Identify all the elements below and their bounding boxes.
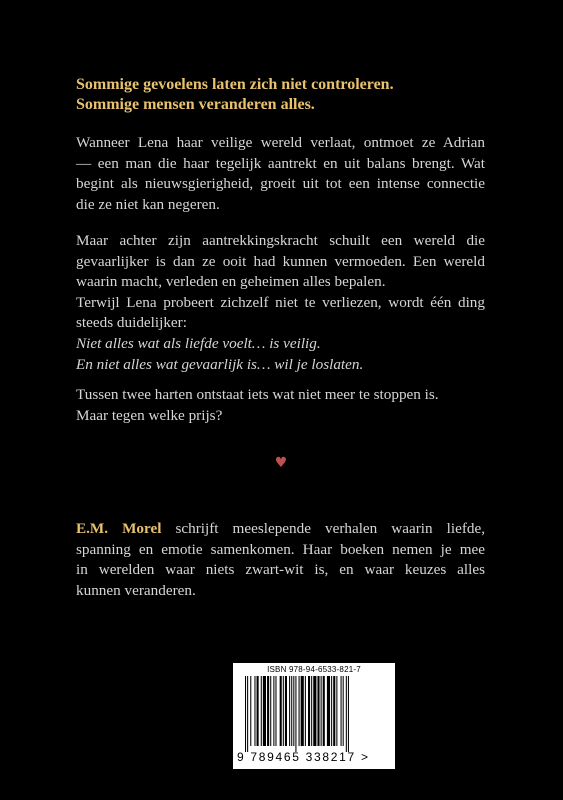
- barcode-bar: [270, 676, 271, 746]
- barcode-bar: [341, 676, 342, 746]
- barcode-bar: [245, 676, 246, 752]
- barcode-bar: [343, 676, 344, 746]
- barcode-bar: [254, 676, 255, 746]
- text-line: kunnen veranderen.: [76, 581, 196, 599]
- barcode-bar: [285, 676, 287, 746]
- barcode-bar: [247, 676, 248, 752]
- text-line: Maar tegen welke prijs?: [76, 406, 223, 424]
- barcode-bar: [308, 676, 310, 746]
- barcode-bar: [323, 676, 325, 746]
- barcode-bar: [261, 676, 262, 746]
- text-line: spanning en emotie samenkomen. Haar boeken nemen je mee: [76, 540, 485, 558]
- barcode-bar: [311, 676, 312, 746]
- bio-text: schrijft meeslepende verhalen waarin liefde,: [161, 520, 486, 537]
- barcode-bar: [346, 676, 347, 752]
- text-line: begint als nieuwsgierigheid, groeit uit tot een intense connectie: [76, 175, 485, 193]
- text-line: in werelden waar niets zwart-wit is, en waar keuzes alles: [76, 561, 485, 579]
- barcode-bar: [327, 676, 330, 746]
- text-line: Terwijl Lena probeert zichzelf niet te verliezen, wordt één ding: [76, 293, 485, 311]
- heart-icon: ♥: [274, 455, 288, 471]
- tagline-line: Sommige gevoelens laten zich niet controleren.: [76, 76, 394, 93]
- text-line: — een man die haar tegelijk aantrekt en uit balans brengt. Wat: [76, 154, 485, 172]
- barcode-bar: [305, 676, 306, 746]
- barcode-bar: [299, 676, 300, 746]
- barcode-bar: [263, 676, 266, 746]
- barcode-bar: [336, 676, 337, 746]
- text-line: gevaarlijker is dan ze ooit had kunnen vermoeden. Een wereld: [76, 252, 485, 270]
- isbn-label: ISBN 978-94-6533-821-7: [267, 665, 361, 674]
- italic-line: Niet alles wat als liefde voelt… is veilig.: [76, 334, 321, 352]
- barcode-bar: [293, 676, 294, 746]
- barcode-bar: [331, 676, 332, 746]
- author-name: E.M. Morel: [76, 520, 162, 537]
- barcode-bar: [257, 676, 259, 746]
- isbn-digits: 9 789465 338217 >: [237, 750, 370, 764]
- tagline: [76, 75, 496, 115]
- text-line: die ze niet kan negeren.: [76, 195, 220, 213]
- tagline-line: Sommige mensen veranderen alles.: [76, 96, 315, 113]
- blurb-paragraph-3: [76, 385, 485, 426]
- barcode-bar: [273, 676, 274, 746]
- barcode-bar: [291, 676, 292, 746]
- barcode-bar: [280, 676, 282, 746]
- text-line: Maar achter zijn aantrekkingskracht schuilt een wereld die: [76, 232, 485, 249]
- author-bio: [76, 519, 485, 601]
- barcode-bar: [283, 676, 284, 746]
- barcode-bar: [267, 676, 269, 746]
- barcode-bar: [301, 676, 304, 746]
- italic-line: En niet alles wat gevaarlijk is… wil je loslaten.: [76, 355, 364, 373]
- barcode-bar: [348, 676, 349, 752]
- barcode-bar: [313, 676, 316, 746]
- text-line: Wanneer Lena haar veilige wereld verlaat, ontmoet ze Adrian: [76, 134, 485, 151]
- blurb-paragraph-1: [76, 133, 485, 215]
- barcode-bar: [333, 676, 335, 746]
- text-line: steeds duidelijker:: [76, 314, 187, 332]
- blurb-paragraph-2: [76, 231, 485, 375]
- barcode-bar: [250, 676, 251, 746]
- barcode-bar: [321, 676, 322, 746]
- text-line: waarin macht, verleden en geheimen alles bepalen.: [76, 273, 386, 291]
- barcode-bar: [295, 676, 296, 752]
- barcode-bars: [245, 676, 391, 752]
- isbn-barcode: [233, 663, 395, 769]
- barcode-bar: [275, 676, 276, 746]
- barcode-bar: [289, 676, 290, 746]
- text-line: Tussen twee harten ontstaat iets wat niet meer te stoppen is.: [76, 386, 439, 403]
- barcode-bar: [317, 676, 319, 746]
- text-line: [76, 519, 485, 540]
